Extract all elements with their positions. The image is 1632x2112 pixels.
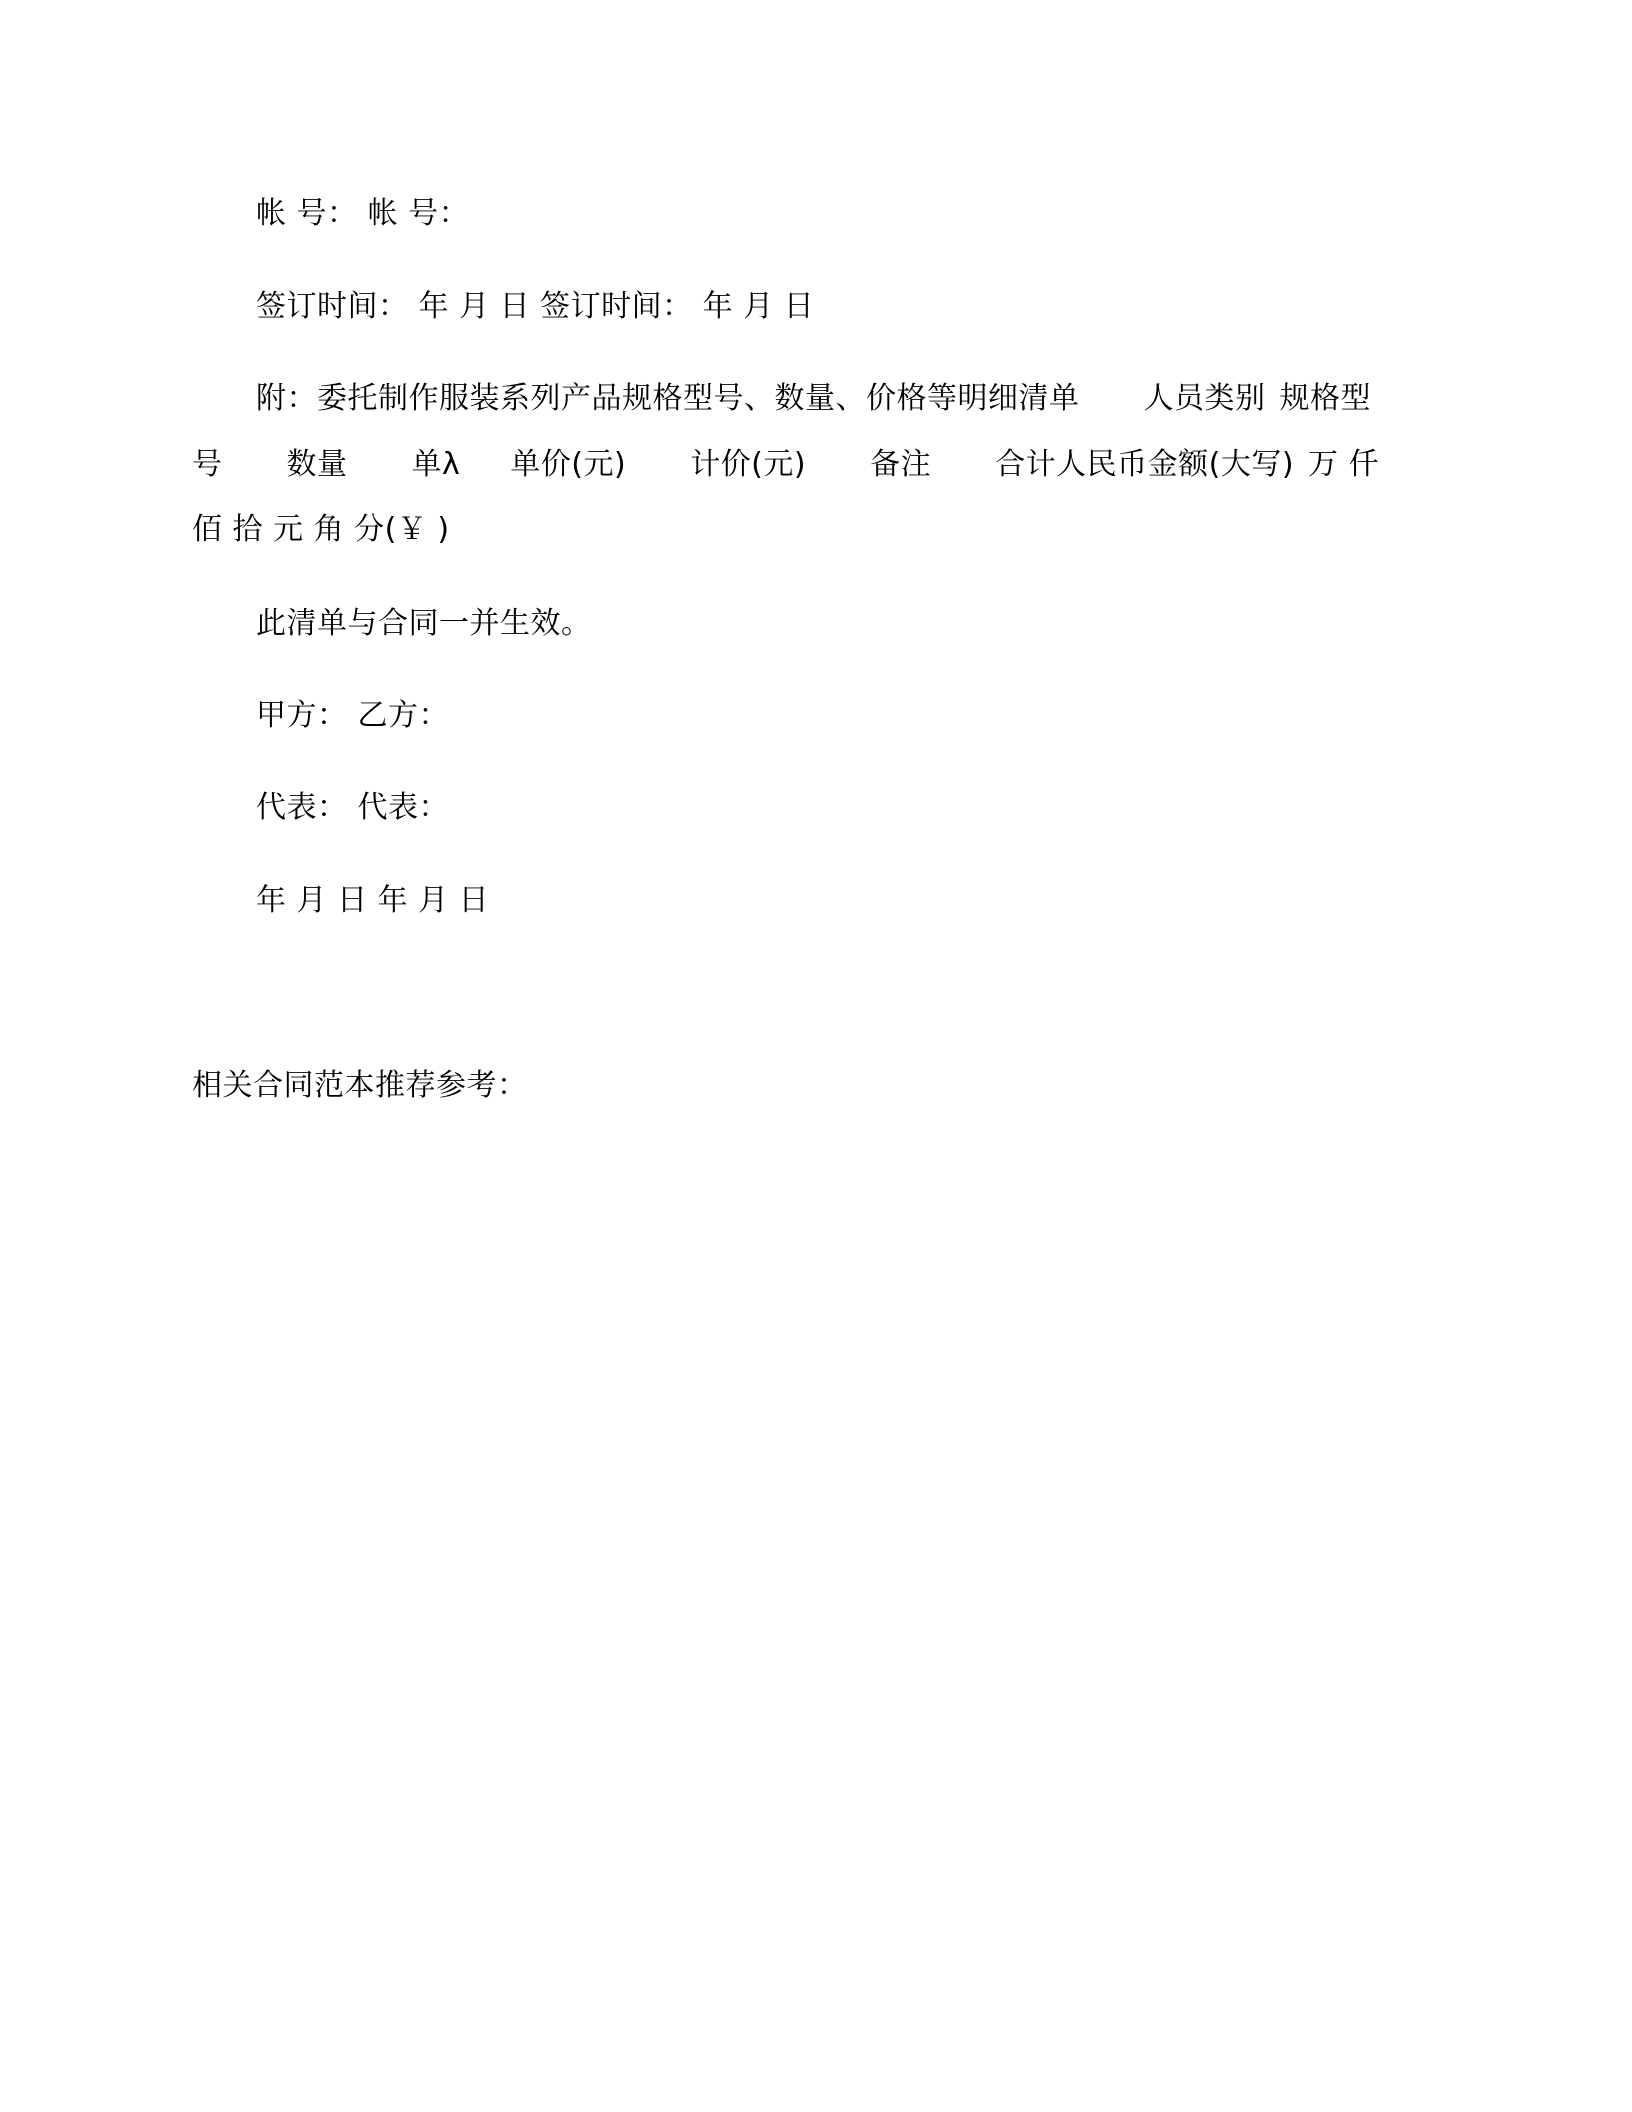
parties-line: 甲方： 乙方： (256, 698, 450, 733)
column-spec-model-part1: 规格型 (1279, 381, 1371, 416)
column-total-price: 计价(元) (690, 447, 807, 482)
column-spec-model-part2: 号 (192, 447, 223, 482)
attachment-line-1 (256, 379, 1371, 419)
representative-line: 代表： 代表： (256, 790, 450, 825)
account-line: 帐 号： 帐 号： (256, 196, 470, 231)
column-personnel-category: 人员类别 (1143, 381, 1266, 416)
column-unit: 单λ (411, 447, 461, 482)
attachment-line-2 (192, 445, 1379, 485)
total-units-wan-qian: 万 仟 (1308, 447, 1380, 482)
effect-line: 此清单与合同一并生效。 (256, 606, 592, 641)
column-unit-price: 单价(元) (510, 447, 627, 482)
attachment-line-3: 佰 拾 元 角 分(￥ ) (192, 512, 450, 547)
related-templates-heading: 相关合同范本推荐参考： (192, 1068, 528, 1103)
total-amount-label: 合计人民币金额(大写) (995, 447, 1295, 482)
column-quantity: 数量 (286, 447, 348, 482)
sign-date-line: 签订时间： 年 月 日 签订时间： 年 月 日 (256, 289, 815, 324)
attachment-title: 附：委托制作服装系列产品规格型号、数量、价格等明细清单 (256, 381, 1080, 416)
column-remarks: 备注 (870, 447, 932, 482)
date-line: 年 月 日 年 月 日 (256, 883, 490, 918)
